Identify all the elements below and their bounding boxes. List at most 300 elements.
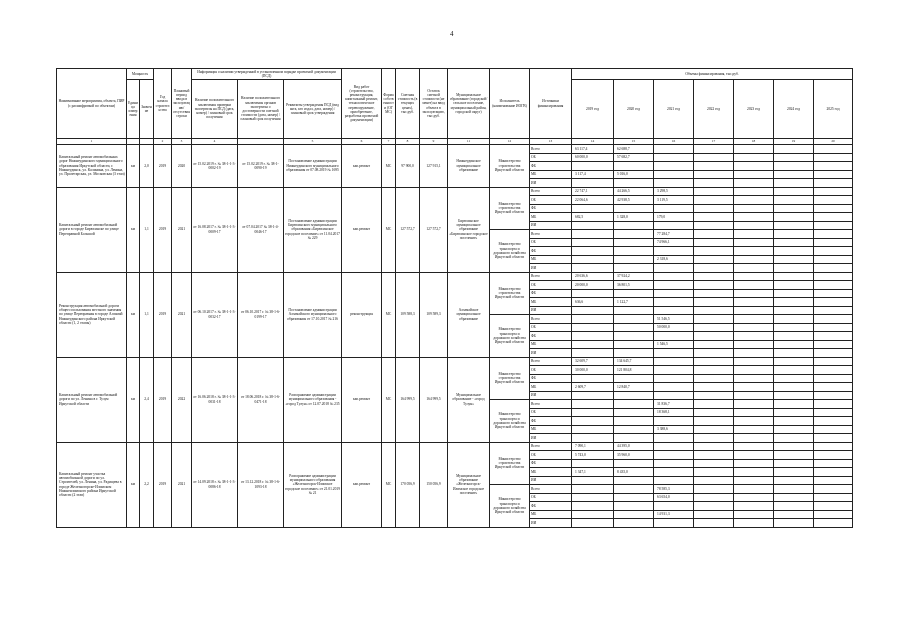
amount-cell [614, 204, 654, 213]
amount-cell-empty [734, 162, 774, 171]
project-unit: км [127, 187, 140, 272]
amount-cell-empty [814, 162, 853, 171]
amount-cell-empty [774, 196, 814, 205]
amount-cell-empty [734, 323, 774, 332]
amount-cell-empty [734, 459, 774, 468]
amount-cell [572, 179, 614, 188]
amount-cell [654, 434, 694, 443]
amount-cell-empty [814, 238, 853, 247]
amount-cell [572, 510, 614, 519]
amount-cell [654, 289, 694, 298]
amount-cell [572, 476, 614, 485]
amount-cell-empty [774, 230, 814, 239]
amount-cell [654, 502, 694, 511]
amount-cell-empty [774, 145, 814, 154]
amount-cell [572, 289, 614, 298]
project-end-year: 2022 [172, 357, 192, 442]
amount-cell-empty [814, 170, 853, 179]
amount-cell: 14 931,3 [654, 510, 694, 519]
amount-cell [572, 434, 614, 443]
index-cell: 15 [614, 139, 654, 145]
amount-cell-empty [734, 366, 774, 375]
amount-cell [654, 298, 694, 307]
project-unit: км [127, 272, 140, 357]
project-work-type: кап.ремонт [342, 357, 382, 442]
amount-cell-empty [694, 264, 734, 273]
amount-cell-empty [694, 281, 734, 290]
amount-cell [572, 502, 614, 511]
project-name: Реконструкция автомобильной дороги общего пользования местного значения по улице Переправная в городе Алзамай Нижнеудинского района Иркутской области (1, 2 этапы) [57, 272, 127, 357]
amount-cell [614, 434, 654, 443]
amount-cell-empty [694, 298, 734, 307]
amount-cell: 3 117,4 [572, 170, 614, 179]
project-end-year: 2020 [172, 145, 192, 188]
amount-cell-empty [814, 264, 853, 273]
amount-cell: 12 840,7 [614, 383, 654, 392]
amount-cell-empty [694, 519, 734, 528]
amount-cell-empty [734, 196, 774, 205]
index-cell: 8 [396, 139, 420, 145]
amount-cell-empty [694, 213, 734, 222]
amount-cell [654, 170, 694, 179]
source-label: МБ [530, 170, 572, 179]
project-exam: от 15.02.2019 г. № 38-1-1-3-0002-19 [192, 145, 238, 188]
amount-cell [614, 230, 654, 239]
project-exam: от 16.06.2018 г. № 38-1-1-3-0031-18 [192, 357, 238, 442]
amount-cell-empty [734, 315, 774, 324]
amount-cell [614, 391, 654, 400]
amount-cell: 121 804,8 [614, 366, 654, 375]
amount-cell: 30 000,0 [572, 366, 614, 375]
amount-cell-empty [814, 306, 853, 315]
amount-cell-empty [694, 391, 734, 400]
amount-cell-empty [774, 476, 814, 485]
hdr-cost: Сметная стоимость (в текущих ценах), тыс.руб. [396, 69, 420, 139]
amount-cell [654, 153, 694, 162]
index-cell: 16 [654, 139, 694, 145]
amount-cell-empty [694, 357, 734, 366]
amount-cell-empty [694, 323, 734, 332]
amount-cell-empty [814, 153, 853, 162]
amount-cell [614, 162, 654, 171]
source-label: ОБ [530, 323, 572, 332]
source-label: Всего [530, 357, 572, 366]
amount-cell [614, 340, 654, 349]
amount-cell [614, 221, 654, 230]
amount-cell-empty [814, 493, 853, 502]
source-label: МБ [530, 383, 572, 392]
hdr-value: Значение [140, 80, 154, 139]
amount-cell [614, 400, 654, 409]
source-label: Всего [530, 485, 572, 494]
table-row [57, 442, 853, 451]
index-cell: 20 [814, 139, 853, 145]
project-value: 2,0 [140, 145, 154, 188]
amount-cell-empty [694, 162, 734, 171]
amount-cell-empty [734, 306, 774, 315]
amount-cell-empty [734, 213, 774, 222]
amount-cell-empty [734, 238, 774, 247]
project-start-year: 2019 [154, 187, 172, 272]
project-work-type: кап.ремонт [342, 145, 382, 188]
amount-cell [614, 459, 654, 468]
project-estimate: от 06.10.2017 г. № 38-1-6-0199-17 [238, 272, 284, 357]
amount-cell-empty [814, 468, 853, 477]
project-unit: км [127, 145, 140, 188]
amount-cell-empty [774, 383, 814, 392]
hdr-year: 2025 год [814, 80, 853, 139]
amount-cell-empty [694, 315, 734, 324]
amount-cell-empty [774, 502, 814, 511]
amount-cell-empty [734, 340, 774, 349]
amount-cell [572, 349, 614, 358]
amount-cell-empty [814, 281, 853, 290]
project-ownership: МС [382, 357, 396, 442]
project-exam: от 06.10.2017 г. № 38-1-1-3-0032-17 [192, 272, 238, 357]
project-unit: км [127, 442, 140, 527]
amount-cell-empty [734, 230, 774, 239]
amount-cell-empty [814, 340, 853, 349]
amount-cell-empty [694, 485, 734, 494]
amount-cell-empty [814, 425, 853, 434]
amount-cell-empty [734, 502, 774, 511]
amount-cell-empty [774, 442, 814, 451]
amount-cell [654, 468, 694, 477]
source-label: ИИ [530, 306, 572, 315]
amount-cell-empty [694, 187, 734, 196]
amount-cell [572, 391, 614, 400]
amount-cell-empty [814, 179, 853, 188]
amount-cell-empty [734, 476, 774, 485]
hdr-year: 2023 год [734, 80, 774, 139]
project-cost: 127 572,7 [396, 187, 420, 272]
index-cell: 17 [694, 139, 734, 145]
amount-cell-empty [814, 289, 853, 298]
amount-cell: 5 016,0 [614, 170, 654, 179]
amount-cell-empty [774, 459, 814, 468]
amount-cell-empty [814, 374, 853, 383]
amount-cell-empty [774, 238, 814, 247]
amount-cell: 62 688,7 [614, 145, 654, 154]
source-label: Всего [530, 187, 572, 196]
index-cell: 14 [572, 139, 614, 145]
amount-cell [614, 264, 654, 273]
hdr-estimate: Наличие положительного заключения органов экспертизы о достоверности сметной стоимости (дата, номер) / плановый срок получения [238, 80, 284, 139]
amount-cell [614, 476, 654, 485]
project-value: 2,4 [140, 357, 154, 442]
amount-cell: 78 585,3 [654, 485, 694, 494]
source-label: Всего [530, 315, 572, 324]
amount-cell-empty [734, 408, 774, 417]
amount-cell-empty [774, 213, 814, 222]
amount-cell: 77 284,7 [654, 230, 694, 239]
amount-cell-empty [694, 230, 734, 239]
amount-cell [572, 459, 614, 468]
amount-cell-empty [734, 247, 774, 256]
amount-cell [614, 306, 654, 315]
amount-cell [572, 374, 614, 383]
amount-cell: 32 609,7 [572, 357, 614, 366]
index-cell: 18 [734, 139, 774, 145]
amount-cell-empty [814, 366, 853, 375]
amount-cell [614, 408, 654, 417]
amount-cell-empty [734, 400, 774, 409]
amount-cell-empty [814, 323, 853, 332]
source-label: ОБ [530, 451, 572, 460]
amount-cell-empty [734, 357, 774, 366]
project-end-year: 2021 [172, 272, 192, 357]
project-estimate: от 15.02.2019 г. № 38-1-0090-19 [238, 145, 284, 188]
amount-cell-empty [814, 519, 853, 528]
index-cell: 2 [154, 139, 172, 145]
amount-cell-empty [814, 357, 853, 366]
hdr-unit: Единица измерения [127, 80, 140, 139]
amount-cell [572, 162, 614, 171]
financing-table [56, 68, 853, 528]
amount-cell: 22 747,1 [572, 187, 614, 196]
project-name: Капитальный ремонт участка автомобильной дороги по ул. Строителей, ул. Ленина, ул. Радищева в городе Железногорске-Илимском Нижнеилимского района Иркутской области (2 этап) [57, 442, 127, 527]
amount-cell-empty [734, 264, 774, 273]
project-approval: Постановление администрации Алзамайского муниципального образования от 17.10.2017 № 216 [284, 272, 342, 357]
amount-cell-empty [814, 451, 853, 460]
project-exam: от 14.09.2018 г. № 38-1-1-3-0086-18 [192, 442, 238, 527]
amount-cell-empty [814, 408, 853, 417]
amount-cell: 2 318,6 [654, 255, 694, 264]
source-label: ФБ [530, 459, 572, 468]
amount-cell [572, 332, 614, 341]
amount-cell-empty [774, 179, 814, 188]
hdr-work-type: Вид работ (строительство, реконструкция, капитальный ремонт, технологическое перевооружение, приобретение, разработка проектной документации) [342, 69, 382, 139]
amount-cell-empty [814, 196, 853, 205]
project-municipality: Муниципальное образование - «город Тулун» [448, 357, 490, 442]
amount-cell-empty [694, 196, 734, 205]
amount-cell: 3 298,5 [654, 187, 694, 196]
amount-cell-empty [814, 417, 853, 426]
hdr-year: 2021 год [654, 80, 694, 139]
amount-cell [654, 519, 694, 528]
source-label: Всего [530, 442, 572, 451]
amount-cell-empty [694, 179, 734, 188]
amount-cell-empty [734, 153, 774, 162]
amount-cell [572, 315, 614, 324]
amount-cell [572, 238, 614, 247]
source-label: МБ [530, 213, 572, 222]
amount-cell-empty [694, 272, 734, 281]
project-remaining: 127 915,1 [420, 145, 448, 188]
project-unit: км [127, 357, 140, 442]
amount-cell-empty [774, 340, 814, 349]
source-label: ФБ [530, 332, 572, 341]
hdr-period: Плановый период ввода в эксплуатацию/ отсутствия строки [172, 69, 192, 139]
amount-cell [614, 179, 654, 188]
amount-cell-empty [694, 238, 734, 247]
project-name: Капитальный ремонт автомобильной дороги в городе Бирюсинске по улице Переправной Большой [57, 187, 127, 272]
amount-cell-empty [694, 332, 734, 341]
source-label: МБ [530, 468, 572, 477]
amount-cell: 1 546,5 [654, 340, 694, 349]
amount-cell-empty [734, 221, 774, 230]
amount-cell [572, 247, 614, 256]
financing-table-wrap [56, 68, 852, 528]
amount-cell-empty [694, 417, 734, 426]
amount-cell-empty [814, 332, 853, 341]
project-cost: 164 999,5 [396, 357, 420, 442]
amount-cell-empty [734, 493, 774, 502]
hdr-approval: Реквизиты утверждения ПСД (вид акта, кто издал, дата, номер) / плановый срок утверждения [284, 80, 342, 139]
source-label: ИИ [530, 349, 572, 358]
amount-cell-empty [734, 442, 774, 451]
amount-cell-empty [694, 153, 734, 162]
amount-cell [572, 230, 614, 239]
amount-cell [572, 204, 614, 213]
amount-cell-empty [814, 502, 853, 511]
source-label: ИИ [530, 264, 572, 273]
amount-cell-empty [774, 187, 814, 196]
amount-cell-empty [774, 519, 814, 528]
amount-cell-empty [694, 247, 734, 256]
amount-cell-empty [814, 145, 853, 154]
source-label: ФБ [530, 289, 572, 298]
amount-cell-empty [734, 391, 774, 400]
project-remaining: 127 572,7 [420, 187, 448, 272]
amount-cell-empty [774, 289, 814, 298]
amount-cell-empty [694, 374, 734, 383]
hdr-start-year: Год начала строительства [154, 69, 172, 139]
amount-cell [572, 264, 614, 273]
amount-cell-empty [774, 485, 814, 494]
amount-cell-empty [774, 323, 814, 332]
amount-cell-empty [734, 519, 774, 528]
project-work-type: кап.ремонт [342, 187, 382, 272]
project-value: 1,1 [140, 187, 154, 272]
hdr-source: Источники финансирования [530, 69, 572, 139]
project-cost: 170 056,9 [396, 442, 420, 527]
source-label: ОБ [530, 238, 572, 247]
amount-cell [654, 204, 694, 213]
source-label: ОБ [530, 153, 572, 162]
amount-cell [654, 145, 694, 154]
project-municipality: Муниципальное образование «Железногорск-Илимское городское поселение» [448, 442, 490, 527]
amount-cell-empty [694, 145, 734, 154]
project-value: 1,1 [140, 272, 154, 357]
amount-cell: 1 122,7 [614, 298, 654, 307]
project-start-year: 2019 [154, 145, 172, 188]
amount-cell [572, 485, 614, 494]
amount-cell-empty [814, 391, 853, 400]
amount-cell-empty [814, 213, 853, 222]
amount-cell-empty [774, 332, 814, 341]
project-work-type: кап.ремонт [342, 442, 382, 527]
amount-cell: 3 388,6 [654, 425, 694, 434]
source-label: ОБ [530, 408, 572, 417]
amount-cell [654, 306, 694, 315]
amount-cell-empty [734, 170, 774, 179]
amount-cell [572, 221, 614, 230]
hdr-psd-group: Информация о наличии утвержденной в установленном порядке проектной документации (ПСД) [192, 69, 342, 80]
amount-cell-empty [734, 145, 774, 154]
amount-cell-empty [774, 306, 814, 315]
hdr-year: 2020 год [614, 80, 654, 139]
amount-cell [654, 451, 694, 460]
project-remaining: 164 999,5 [420, 357, 448, 442]
amount-cell-empty [774, 298, 814, 307]
source-label: ИИ [530, 221, 572, 230]
amount-cell [654, 272, 694, 281]
amount-cell-empty [734, 332, 774, 341]
amount-cell [654, 247, 694, 256]
project-name: Капитальный ремонт автомобильной дороги по ул. Ленина в г. Тулун Иркутской области [57, 357, 127, 442]
hdr-ownership: Форма собственности (ОГ МС) [382, 69, 396, 139]
amount-cell: 22 064,6 [572, 196, 614, 205]
amount-cell-empty [694, 400, 734, 409]
amount-cell: 74 966,1 [654, 238, 694, 247]
project-ownership: МС [382, 272, 396, 357]
index-cell: 3 [172, 139, 192, 145]
source-label: МБ [530, 298, 572, 307]
hdr-year: 2024 год [774, 80, 814, 139]
amount-cell-empty [734, 485, 774, 494]
amount-cell-empty [774, 170, 814, 179]
hdr-year: 2022 год [694, 80, 734, 139]
amount-cell-empty [774, 400, 814, 409]
table-body [57, 145, 853, 528]
source-label: МБ [530, 425, 572, 434]
amount-cell [654, 442, 694, 451]
project-cost: 109 588,3 [396, 272, 420, 357]
amount-cell-empty [734, 272, 774, 281]
amount-cell-empty [694, 476, 734, 485]
amount-cell-empty [774, 357, 814, 366]
amount-cell-empty [814, 255, 853, 264]
project-approval: Постановление администрации Нижнеудинского муниципального образования от 07.08.2019 № 1695 [284, 145, 342, 188]
amount-cell-empty [814, 434, 853, 443]
amount-cell: 682,5 [572, 213, 614, 222]
project-estimate: от 18.06.2018 г. № 38-1-6-0471-18 [238, 357, 284, 442]
amount-cell [572, 400, 614, 409]
source-label: ФБ [530, 247, 572, 256]
amount-cell-empty [774, 349, 814, 358]
amount-cell: 18 368,1 [654, 408, 694, 417]
amount-cell-empty [694, 349, 734, 358]
amount-cell [614, 315, 654, 324]
hdr-name: Наименование мероприятия, объекта, ПИР (с расшифровкой по объектам) [57, 69, 127, 139]
executor: Министерство строительства Иркутской области [490, 442, 530, 485]
amount-cell-empty [734, 255, 774, 264]
amount-cell-empty [694, 493, 734, 502]
amount-cell-empty [814, 400, 853, 409]
source-label: МБ [530, 340, 572, 349]
project-value: 2,2 [140, 442, 154, 527]
project-ownership: МС [382, 442, 396, 527]
amount-cell-empty [814, 230, 853, 239]
amount-cell [654, 179, 694, 188]
source-label: Всего [530, 400, 572, 409]
amount-cell-empty [774, 281, 814, 290]
amount-cell [614, 519, 654, 528]
source-label: ФБ [530, 417, 572, 426]
amount-cell-empty [774, 425, 814, 434]
hdr-power: Мощность [127, 69, 154, 80]
amount-cell-empty [694, 468, 734, 477]
amount-cell: 636,6 [572, 298, 614, 307]
amount-cell-empty [694, 451, 734, 460]
amount-cell-empty [734, 349, 774, 358]
amount-cell: 1 347,1 [572, 468, 614, 477]
hdr-executor: Исполнитель (наименование ИОГВ) [490, 69, 530, 139]
amount-cell [572, 519, 614, 528]
executor: Министерство строительства Иркутской области [490, 145, 530, 188]
amount-cell-empty [694, 510, 734, 519]
